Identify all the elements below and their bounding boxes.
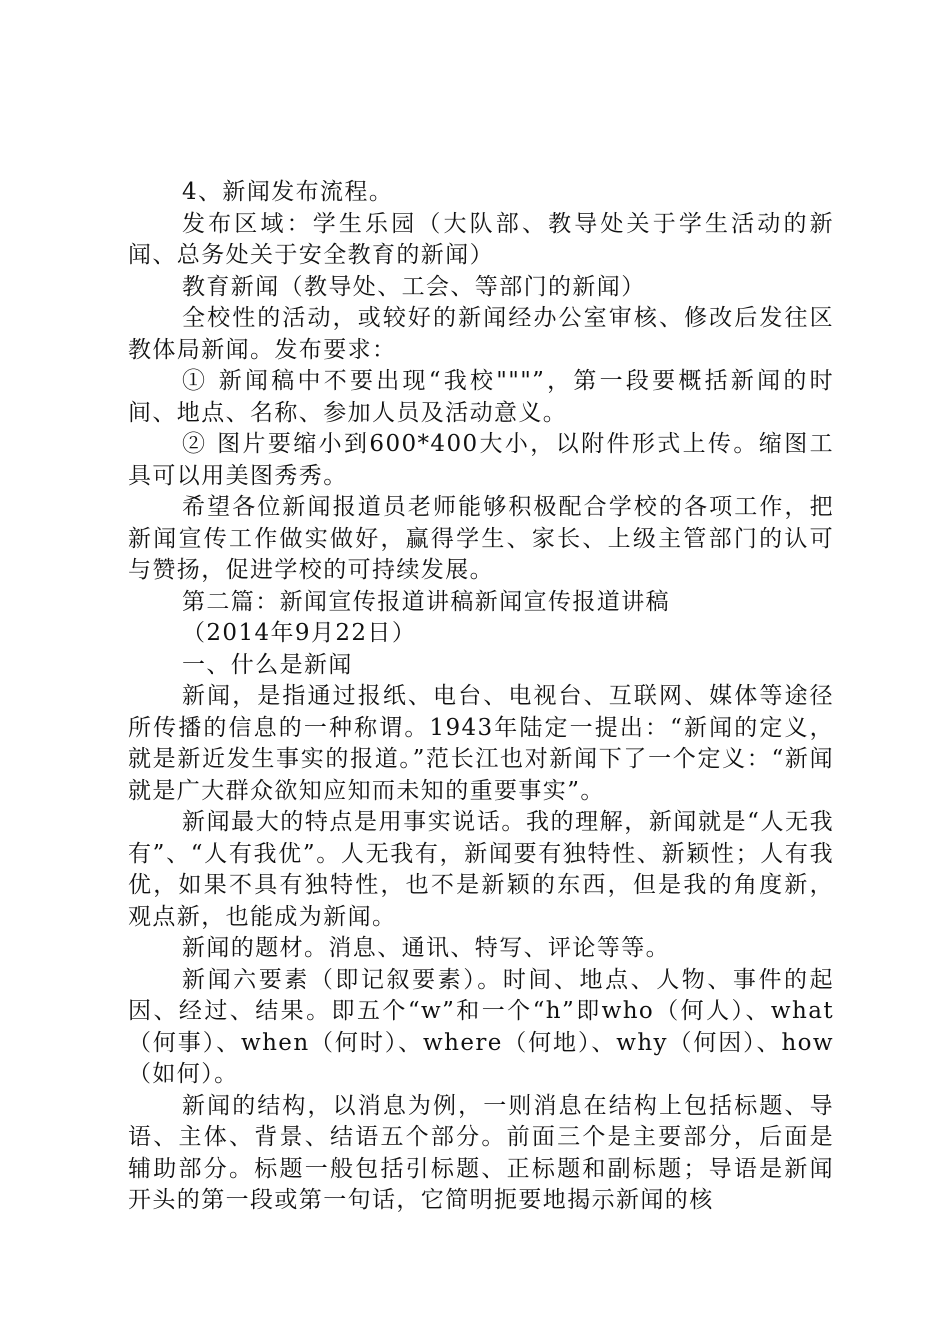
- subheading-what-is-news: 一、什么是新闻: [182, 651, 353, 678]
- paragraph-6: ② 图片要缩小到600*400大小，以附件形式上传。缩图工具可以用美图秀秀。: [128, 431, 834, 489]
- document-page: [128, 177, 834, 1217]
- paragraph-six-elements: 新闻六要素（即记叙要素）。时间、地点、人物、事件的起因、经过、结果。即五个“w”和一个“h”即who（何人）、what（何事）、when（何时）、where（何地）、why（何因）、how（如何）。: [128, 966, 834, 1087]
- paragraph-2: 发布区域：学生乐园（大队部、教导处关于学生活动的新闻、总务处关于安全教育的新闻）: [128, 210, 834, 268]
- paragraph-feature: 新闻最大的特点是用事实说话。我的理解，新闻就是“人无我有”、“人有我优”。人无我有，新闻要有独特性、新颖性；人有我优，如果不具有独特性，也不是新颖的东西，但是我的角度新，观点新，也能成为新闻。: [128, 809, 834, 930]
- paragraph-structure: 新闻的结构，以消息为例，一则消息在结构上包括标题、导语、主体、背景、结语五个部分。前面三个是主要部分，后面是辅助部分。标题一般包括引标题、正标题和副标题；导语是新闻开头的第一段或第一句话，它简明扼要地揭示新闻的核: [128, 1092, 834, 1213]
- paragraph-7: 希望各位新闻报道员老师能够积极配合学校的各项工作，把新闻宣传工作做实做好，赢得学生、家长、上级主管部门的认可与赞扬，促进学校的可持续发展。: [128, 494, 834, 583]
- paragraph-4: 全校性的活动，或较好的新闻经办公室审核、修改后发往区教体局新闻。发布要求：: [128, 305, 834, 363]
- paragraph-5: ① 新闻稿中不要出现“我校"""”，第一段要概括新闻的时间、地点、名称、参加人员及活动意义。: [128, 368, 834, 426]
- paragraph-1: 4、新闻发布流程。: [182, 179, 394, 205]
- paragraph-definition: 新闻，是指通过报纸、电台、电视台、互联网、媒体等途径所传播的信息的一种称谓。1943年陆定一提出：“新闻的定义，就是新近发生事实的报道。”范长江也对新闻下了一个定义：“新闻就是广大群众欲知应知而未知的重要事实”。: [128, 683, 834, 804]
- paragraph-3: 教育新闻（教导处、工会、等部门的新闻）: [182, 273, 646, 300]
- date-line: （2014年9月22日）: [182, 620, 417, 646]
- paragraph-topics: 新闻的题材。消息、通讯、特写、评论等等。: [182, 935, 670, 961]
- section-heading-2: 第二篇：新闻宣传报道讲稿新闻宣传报道讲稿: [182, 588, 670, 615]
